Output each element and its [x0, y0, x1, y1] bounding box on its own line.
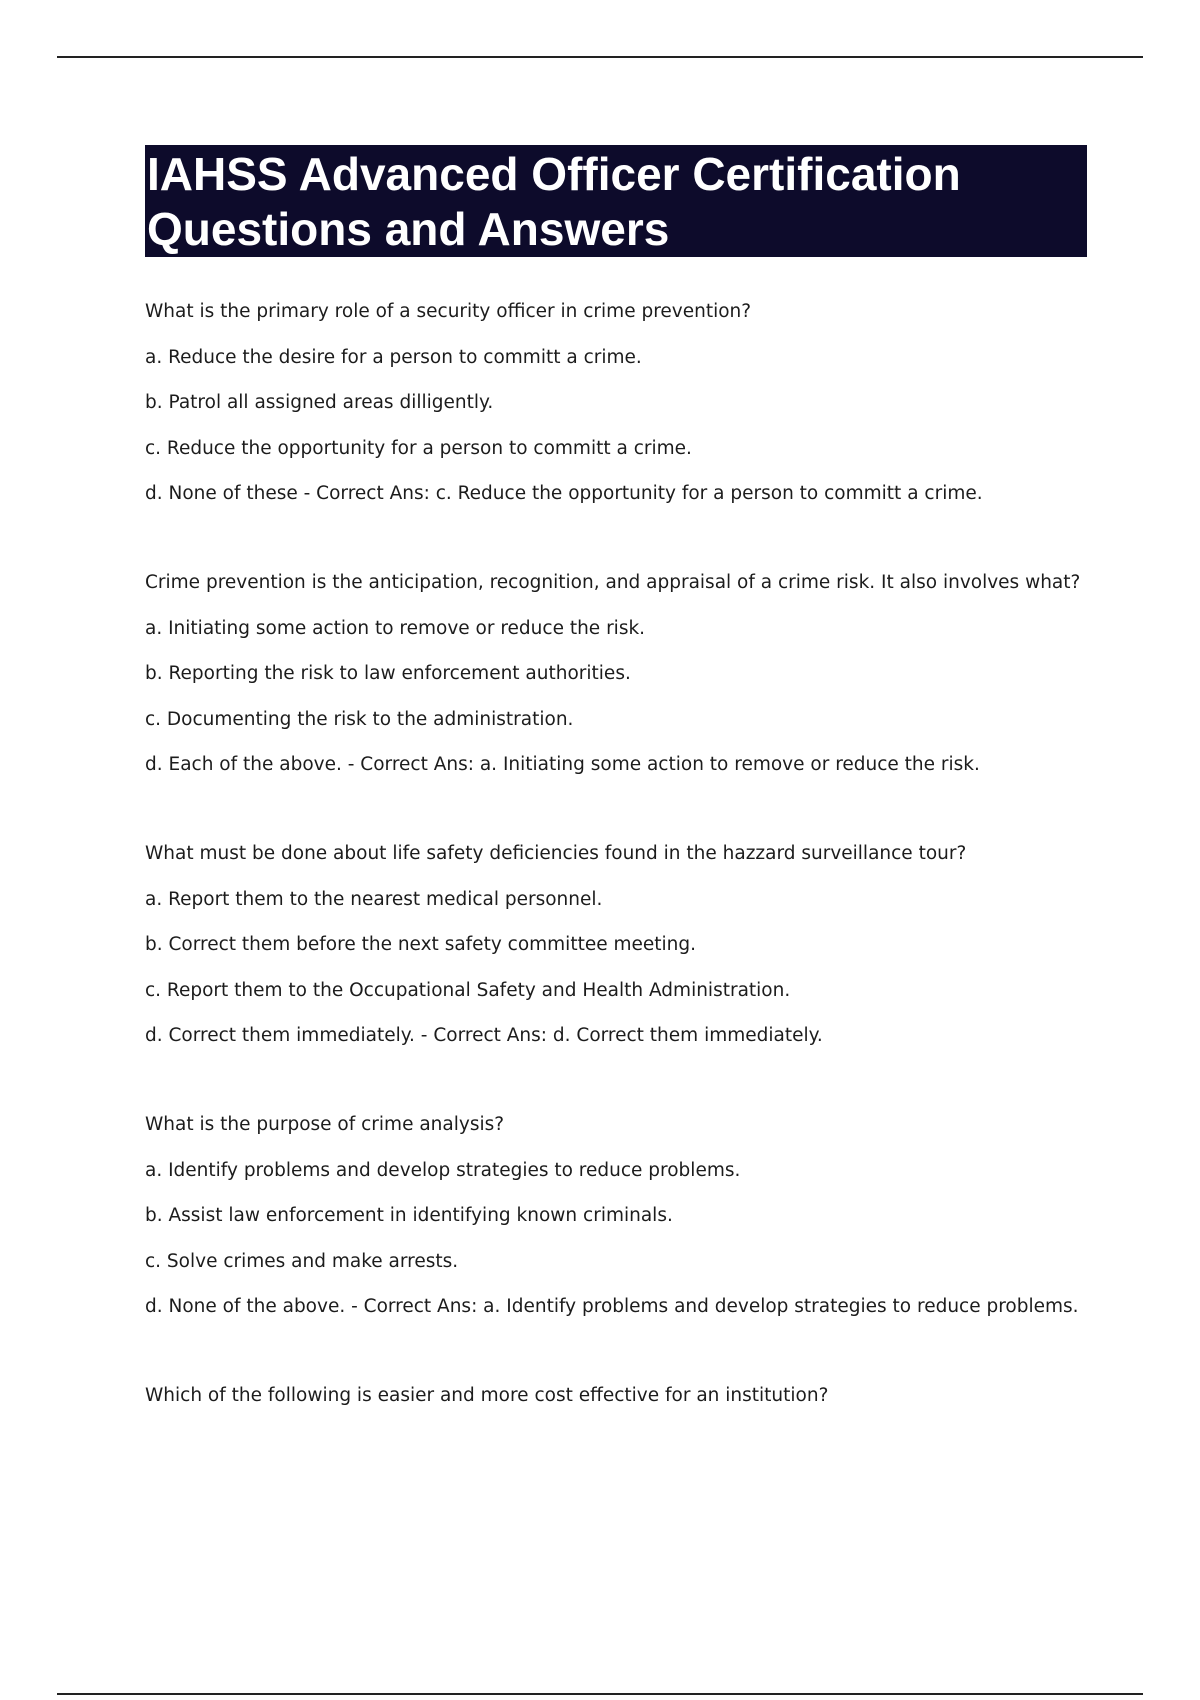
question-text: What is the purpose of crime analysis?	[145, 1114, 505, 1135]
answer-option: b. Reporting the risk to law enforcement authorities.	[145, 663, 631, 684]
question-text: What is the primary role of a security officer in crime prevention?	[145, 301, 752, 322]
answer-option: d. Correct them immediately. - Correct Ans: d. Correct them immediately.	[145, 1025, 823, 1046]
question-block	[145, 1384, 1105, 1430]
answer-option: d. None of the above. - Correct Ans: a. Identify problems and develop strategies to reduce problems.	[145, 1296, 1079, 1317]
question-block	[145, 300, 1105, 528]
answer-option: b. Patrol all assigned areas dilligently.	[145, 392, 494, 413]
document-title	[145, 145, 1087, 257]
answer-option: a. Initiating some action to remove or reduce the risk.	[145, 617, 646, 639]
title-line-2: Questions and Answers	[147, 203, 670, 255]
question-block	[145, 842, 1105, 1070]
question-block	[145, 571, 1105, 799]
footer-rule	[57, 1693, 1143, 1695]
header-rule	[57, 56, 1143, 58]
title-line-1: IAHSS Advanced Officer Certification	[147, 148, 961, 200]
answer-option: a. Identify problems and develop strategies to reduce problems.	[145, 1159, 741, 1181]
answer-option: c. Report them to the Occupational Safety and Health Administration.	[145, 979, 791, 1001]
answer-option: c. Reduce the opportunity for a person to committ a crime.	[145, 437, 692, 459]
answer-option: a. Reduce the desire for a person to committ a crime.	[145, 346, 642, 368]
answer-option: c. Documenting the risk to the administration.	[145, 708, 574, 730]
answer-option: a. Report them to the nearest medical personnel.	[145, 888, 603, 910]
answer-option: b. Assist law enforcement in identifying known criminals.	[145, 1205, 673, 1226]
document-body	[145, 300, 1105, 1473]
answer-option: c. Solve crimes and make arrests.	[145, 1250, 459, 1272]
answer-option: d. None of these - Correct Ans: c. Reduce the opportunity for a person to committ a crime.	[145, 483, 983, 504]
answer-option: b. Correct them before the next safety committee meeting.	[145, 934, 696, 955]
question-block	[145, 1113, 1105, 1341]
question-text: Which of the following is easier and more cost effective for an institution?	[145, 1385, 829, 1406]
answer-option: d. Each of the above. - Correct Ans: a. Initiating some action to remove or reduce the risk.	[145, 754, 980, 775]
question-text: What must be done about life safety deficiencies found in the hazzard surveillance tour?	[145, 843, 967, 864]
question-text: Crime prevention is the anticipation, recognition, and appraisal of a crime risk. It also involves what?	[145, 572, 1081, 593]
